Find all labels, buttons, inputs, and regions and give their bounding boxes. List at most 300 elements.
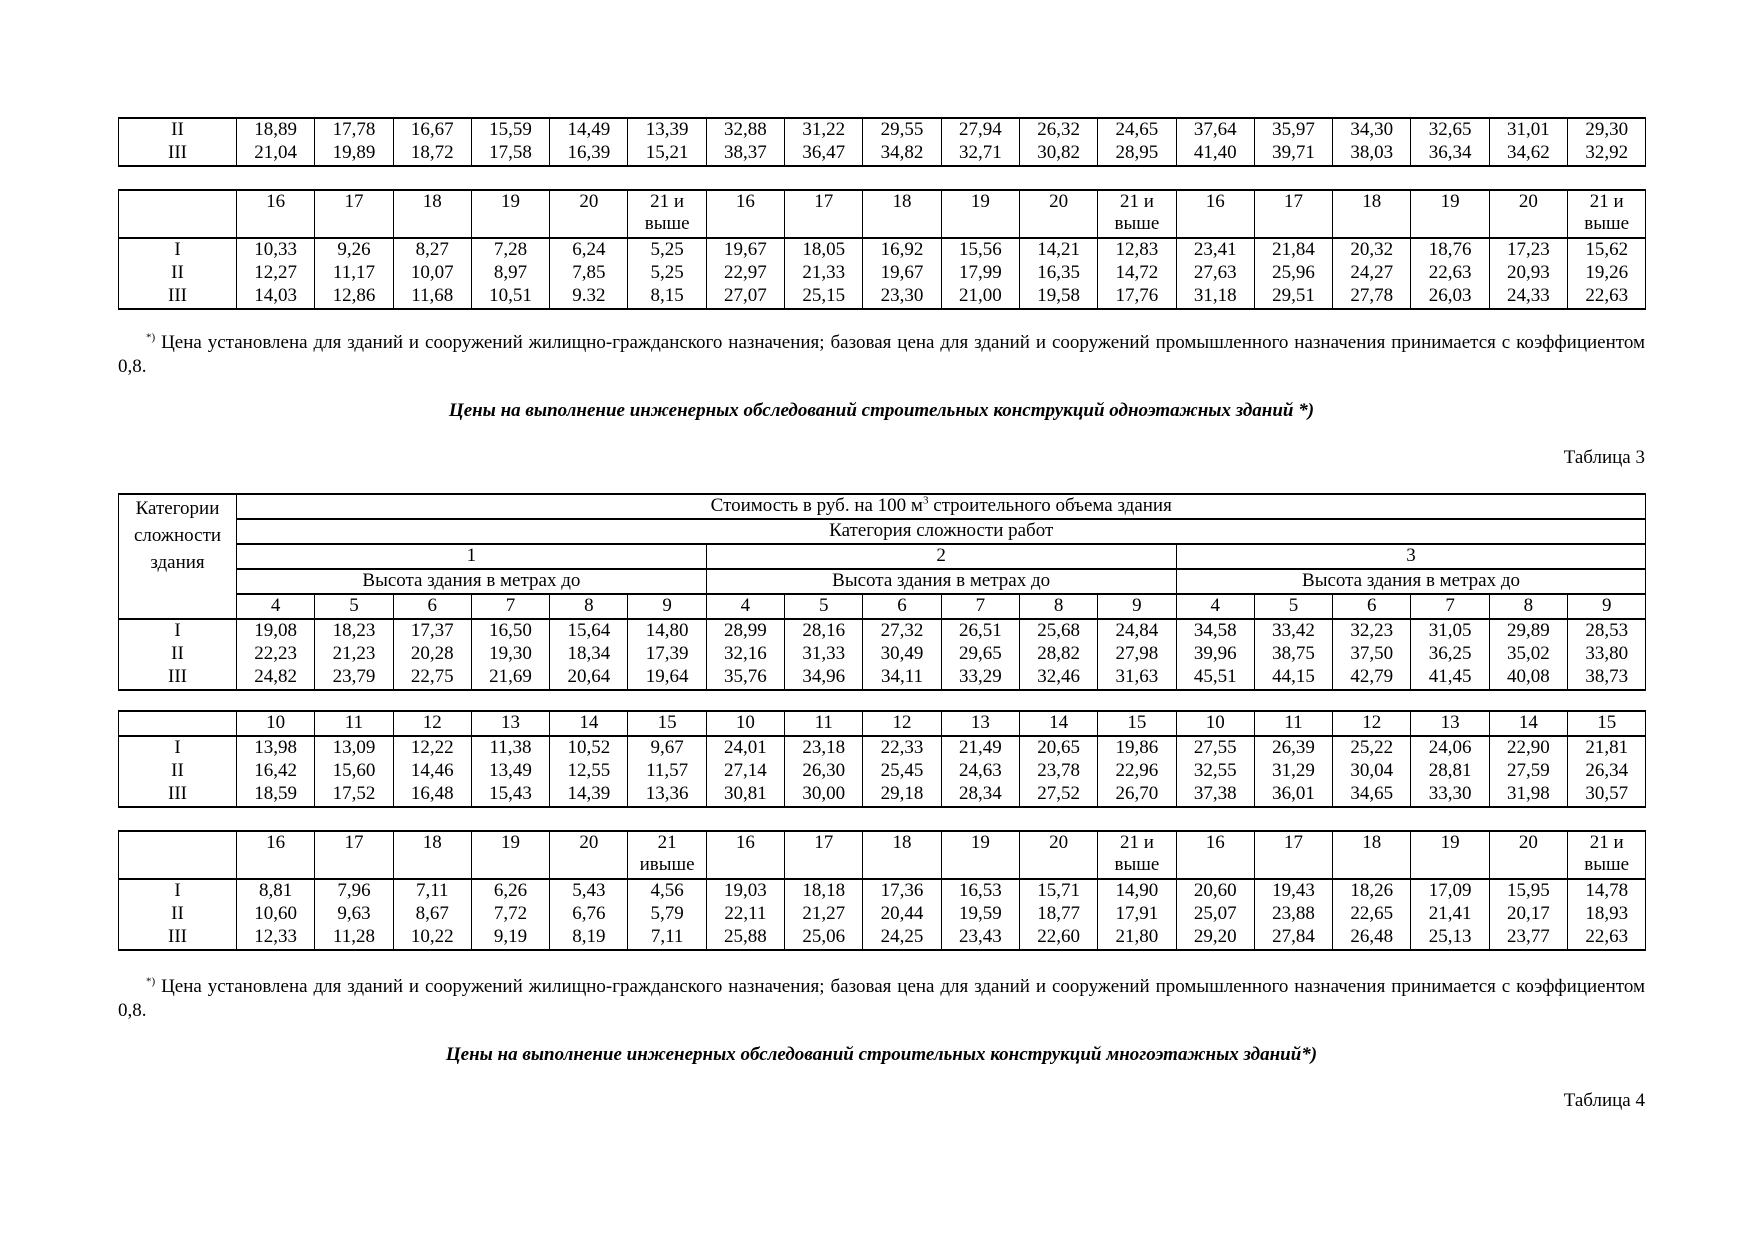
price-cell: 13,36 [628,783,706,807]
price-cell: 34,65 [1333,783,1411,807]
price-cell: 29,51 [1254,285,1332,309]
price-cell: 44,15 [1254,666,1332,690]
price-cell: 22,63 [1411,262,1489,285]
table-row [119,783,1646,807]
price-cell: 15,43 [471,783,549,807]
height-header-cell: 7 [1411,594,1489,619]
price-cell: 12,55 [550,760,628,783]
price-cell: 16,42 [237,760,315,783]
table-row [119,736,1646,760]
height-header-cell: 11 [785,711,863,736]
price-cell: 27,84 [1254,926,1332,950]
table-row [119,619,1646,643]
price-cell: 18,93 [1568,903,1646,926]
height-header-cell: 16 [1176,831,1254,879]
height-header-cell: 15 [628,711,706,736]
price-cell: 7,11 [628,926,706,950]
price-cell: 30,81 [706,783,784,807]
height-header-cell: 16 [237,831,315,879]
table-row [119,666,1646,690]
price-cell: 29,55 [863,118,941,142]
price-cell: 20,32 [1333,238,1411,262]
price-cell: 22,11 [706,903,784,926]
price-cell: 11,17 [315,262,393,285]
price-cell: 23,41 [1176,238,1254,262]
price-cell: 28,81 [1411,760,1489,783]
footnote-mark: *) [146,331,156,344]
height-header-cell: 17 [315,190,393,238]
price-cell: 18,05 [785,238,863,262]
height-header-cell: 21 и выше [628,190,706,238]
category-cell: II [119,643,237,666]
category-cell: III [119,142,237,166]
price-cell: 14,78 [1568,879,1646,903]
table-row [119,903,1646,926]
price-cell: 37,38 [1176,783,1254,807]
price-cell: 27,07 [706,285,784,309]
price-cell: 30,49 [863,643,941,666]
price-cell: 27,32 [863,619,941,643]
category-cell: III [119,926,237,950]
height-header-cell: 5 [1254,594,1332,619]
price-cell: 7,72 [471,903,549,926]
price-cell: 37,64 [1176,118,1254,142]
price-cell: 15,95 [1489,879,1567,903]
price-cell: 17,58 [471,142,549,166]
table-row [119,118,1646,142]
table-row [119,262,1646,285]
height-header-cell: 11 [315,711,393,736]
price-cell: 8,27 [393,238,471,262]
price-cell: 17,91 [1098,903,1176,926]
height-header-cell: 19 [471,831,549,879]
height-header-cell: 14 [550,711,628,736]
price-cell: 5,79 [628,903,706,926]
price-cell: 19,67 [863,262,941,285]
price-cell: 7,11 [393,879,471,903]
price-cell: 17,39 [628,643,706,666]
price-cell: 6,76 [550,903,628,926]
price-cell: 15,21 [628,142,706,166]
price-cell: 29,20 [1176,926,1254,950]
price-cell: 24,84 [1098,619,1176,643]
height-header-cell: 11 [1254,711,1332,736]
price-cell: 38,73 [1568,666,1646,690]
price-cell: 19,58 [1019,285,1097,309]
price-cell: 22,96 [1098,760,1176,783]
category-cell: I [119,879,237,903]
price-cell: 18,23 [315,619,393,643]
price-cell: 26,39 [1254,736,1332,760]
price-cell: 23,30 [863,285,941,309]
price-cell: 9,63 [315,903,393,926]
height-header-cell: 6 [393,594,471,619]
price-cell: 25,45 [863,760,941,783]
price-cell: 28,95 [1098,142,1176,166]
price-cell: 36,47 [785,142,863,166]
price-cell: 21,00 [941,285,1019,309]
price-cell: 27,63 [1176,262,1254,285]
height-header-cell: 7 [471,594,549,619]
price-cell: 21,23 [315,643,393,666]
price-cell: 10,07 [393,262,471,285]
price-cell: 25,15 [785,285,863,309]
height-header-cell: 15 [1098,711,1176,736]
price-cell: 11,38 [471,736,549,760]
height-header-cell: 21 и выше [1098,190,1176,238]
price-cell: 27,94 [941,118,1019,142]
price-cell: 25,88 [706,926,784,950]
price-cell: 9.32 [550,285,628,309]
price-cell: 20,64 [550,666,628,690]
price-cell: 34,11 [863,666,941,690]
price-cell: 18,34 [550,643,628,666]
price-cell: 5,25 [628,262,706,285]
table-row [119,879,1646,903]
price-cell: 14,03 [237,285,315,309]
price-cell: 33,30 [1411,783,1489,807]
price-cell: 21,41 [1411,903,1489,926]
price-cell: 19,89 [315,142,393,166]
price-cell: 19,03 [706,879,784,903]
height-header-cell: 19 [941,190,1019,238]
category-cell: III [119,666,237,690]
height-header-cell: 10 [237,711,315,736]
price-cell: 18,72 [393,142,471,166]
height-header-cell: 10 [706,711,784,736]
category-header-empty [119,711,237,736]
price-cell: 34,58 [1176,619,1254,643]
price-cell: 17,36 [863,879,941,903]
price-cell: 8,19 [550,926,628,950]
price-cell: 7,85 [550,262,628,285]
height-header-cell: 9 [628,594,706,619]
price-cell: 34,30 [1333,118,1411,142]
price-cell: 33,80 [1568,643,1646,666]
height-header-cell: 16 [237,190,315,238]
price-cell: 10,33 [237,238,315,262]
height-header-cell: 18 [1333,190,1411,238]
price-cell: 22,23 [237,643,315,666]
height-label-2: Высота здания в метрах до [706,569,1176,594]
price-cell: 16,67 [393,118,471,142]
price-cell: 21,27 [785,903,863,926]
height-header-cell: 18 [393,190,471,238]
price-cell: 16,35 [1019,262,1097,285]
height-header-cell: 5 [785,594,863,619]
price-cell: 38,37 [706,142,784,166]
price-cell: 35,97 [1254,118,1332,142]
price-cell: 39,96 [1176,643,1254,666]
price-cell: 8,15 [628,285,706,309]
height-header-cell: 4 [1176,594,1254,619]
height-header-cell: 20 [1019,831,1097,879]
category-cell: I [119,736,237,760]
price-cell: 18,26 [1333,879,1411,903]
price-cell: 17,78 [315,118,393,142]
price-cell: 16,39 [550,142,628,166]
price-cell: 18,89 [237,118,315,142]
height-header-cell: 9 [1098,594,1176,619]
price-cell: 31,98 [1489,783,1567,807]
price-cell: 20,93 [1489,262,1567,285]
price-cell: 32,65 [1411,118,1489,142]
price-cell: 25,96 [1254,262,1332,285]
price-cell: 28,82 [1019,643,1097,666]
price-cell: 22,90 [1489,736,1567,760]
price-cell: 6,24 [550,238,628,262]
price-cell: 10,51 [471,285,549,309]
height-header-cell: 6 [863,594,941,619]
price-cell: 14,72 [1098,262,1176,285]
work-group-1: 1 [237,544,707,569]
price-cell: 10,52 [550,736,628,760]
table2-continuation [118,117,1646,167]
height-header-cell: 20 [1489,831,1567,879]
price-cell: 27,59 [1489,760,1567,783]
price-cell: 19,08 [237,619,315,643]
price-cell: 39,71 [1254,142,1332,166]
price-cell: 20,17 [1489,903,1567,926]
category-cell: II [119,760,237,783]
price-cell: 38,75 [1254,643,1332,666]
price-cell: 30,04 [1333,760,1411,783]
price-cell: 29,30 [1568,118,1646,142]
height-header-cell: 8 [1489,594,1567,619]
height-header-cell: 20 [1019,190,1097,238]
table3-block-heights-10-15 [118,710,1646,808]
price-cell: 21,33 [785,262,863,285]
category-header-empty [119,831,237,879]
price-cell: 12,86 [315,285,393,309]
price-cell: 22,33 [863,736,941,760]
price-cell: 32,88 [706,118,784,142]
table-row [119,760,1646,783]
price-cell: 20,60 [1176,879,1254,903]
price-cell: 32,71 [941,142,1019,166]
price-cell: 24,01 [706,736,784,760]
price-cell: 9,19 [471,926,549,950]
height-header-cell: 5 [315,594,393,619]
price-cell: 15,62 [1568,238,1646,262]
price-cell: 24,82 [237,666,315,690]
price-cell: 14,90 [1098,879,1176,903]
price-cell: 35,02 [1489,643,1567,666]
work-category-header: Категория сложности работ [237,519,1646,544]
price-cell: 27,55 [1176,736,1254,760]
price-cell: 25,13 [1411,926,1489,950]
price-cell: 41,40 [1176,142,1254,166]
category-header: Категории сложности здания [119,494,237,619]
height-header-cell: 21 и выше [1568,190,1646,238]
price-cell: 12,33 [237,926,315,950]
height-header-cell: 12 [863,711,941,736]
price-cell: 26,30 [785,760,863,783]
price-cell: 19,67 [706,238,784,262]
price-cell: 21,80 [1098,926,1176,950]
height-header-cell: 17 [785,190,863,238]
table4-label: Таблица 4 [1563,1090,1645,1111]
price-cell: 33,29 [941,666,1019,690]
price-cell: 24,25 [863,926,941,950]
price-cell: 22,97 [706,262,784,285]
price-cell: 45,51 [1176,666,1254,690]
footnote-text: Цена установлена для зданий и сооружений жилищно-гражданского назначения; базовая цена для зданий и сооружений промышленного назначения принимается с коэффициентом 0,8. [118,976,1645,1021]
height-header-cell: 14 [1489,711,1567,736]
table3-block-heights-4-9 [118,493,1646,691]
price-cell: 36,34 [1411,142,1489,166]
height-header-cell: 4 [237,594,315,619]
price-cell: 23,88 [1254,903,1332,926]
price-cell: 15,56 [941,238,1019,262]
price-cell: 13,98 [237,736,315,760]
price-cell: 31,22 [785,118,863,142]
price-cell: 18,18 [785,879,863,903]
price-cell: 31,63 [1098,666,1176,690]
price-cell: 24,27 [1333,262,1411,285]
price-cell: 25,22 [1333,736,1411,760]
price-cell: 17,23 [1489,238,1567,262]
price-cell: 29,18 [863,783,941,807]
price-cell: 17,09 [1411,879,1489,903]
price-cell: 29,89 [1489,619,1567,643]
height-header-cell: 6 [1333,594,1411,619]
price-cell: 25,06 [785,926,863,950]
price-cell: 42,79 [1333,666,1411,690]
height-header-cell: 18 [863,831,941,879]
price-cell: 15,64 [550,619,628,643]
price-cell: 24,65 [1098,118,1176,142]
footnote-text: Цена установлена для зданий и сооружений жилищно-гражданского назначения; базовая цена для зданий и сооружений промышленного назначения принимается с коэффициентом 0,8. [118,332,1645,377]
price-cell: 19,86 [1098,736,1176,760]
price-cell: 11,68 [393,285,471,309]
price-cell: 22,63 [1568,926,1646,950]
price-cell: 26,70 [1098,783,1176,807]
price-cell: 28,34 [941,783,1019,807]
price-cell: 32,23 [1333,619,1411,643]
height-header-cell: 21 и выше [1568,831,1646,879]
height-header-cell: 17 [1254,190,1332,238]
price-cell: 9,67 [628,736,706,760]
price-cell: 23,77 [1489,926,1567,950]
price-cell: 19,30 [471,643,549,666]
height-header-cell: 21 ивыше [628,831,706,879]
price-cell: 10,60 [237,903,315,926]
price-cell: 24,06 [1411,736,1489,760]
price-cell: 15,60 [315,760,393,783]
price-cell: 26,32 [1019,118,1097,142]
price-cell: 17,99 [941,262,1019,285]
table4-title: Цены на выполнение инженерных обследований строительных конструкций многоэтажных зданий*) [445,1044,1318,1065]
price-cell: 21,69 [471,666,549,690]
price-cell: 6,26 [471,879,549,903]
price-cell: 27,14 [706,760,784,783]
price-cell: 33,42 [1254,619,1332,643]
height-header-cell: 17 [785,831,863,879]
price-cell: 36,25 [1411,643,1489,666]
price-cell: 4,56 [628,879,706,903]
price-cell: 14,46 [393,760,471,783]
price-cell: 16,53 [941,879,1019,903]
price-cell: 32,16 [706,643,784,666]
price-cell: 34,96 [785,666,863,690]
price-cell: 28,99 [706,619,784,643]
height-header-cell: 8 [1019,594,1097,619]
price-cell: 17,37 [393,619,471,643]
category-cell: II [119,262,237,285]
height-header-cell: 4 [706,594,784,619]
price-cell: 12,83 [1098,238,1176,262]
price-cell: 31,01 [1489,118,1567,142]
price-cell: 23,78 [1019,760,1097,783]
height-header-cell: 17 [1254,831,1332,879]
category-cell: III [119,783,237,807]
price-cell: 31,29 [1254,760,1332,783]
price-cell: 31,33 [785,643,863,666]
height-header-cell: 16 [706,190,784,238]
price-cell: 28,53 [1568,619,1646,643]
price-cell: 30,00 [785,783,863,807]
price-cell: 20,28 [393,643,471,666]
cost-header: Стоимость в руб. на 100 $м^3$ строительного объема здания [237,494,1646,519]
price-cell: 16,50 [471,619,549,643]
price-cell: 40,08 [1489,666,1567,690]
category-cell: I [119,238,237,262]
height-header-cell: 13 [471,711,549,736]
height-header-cell: 15 [1568,711,1646,736]
price-cell: 13,39 [628,118,706,142]
price-cell: 32,92 [1568,142,1646,166]
height-header-cell: 17 [315,831,393,879]
price-cell: 31,18 [1176,285,1254,309]
work-group-3: 3 [1176,544,1646,569]
price-cell: 16,48 [393,783,471,807]
price-cell: 26,51 [941,619,1019,643]
price-cell: 17,52 [315,783,393,807]
price-cell: 13,49 [471,760,549,783]
price-cell: 26,48 [1333,926,1411,950]
height-header-cell: 16 [706,831,784,879]
height-header-cell: 20 [1489,190,1567,238]
price-cell: 14,80 [628,619,706,643]
table-row [119,926,1646,950]
price-cell: 24,33 [1489,285,1567,309]
table3-block-heights-16-21 [118,830,1646,951]
height-header-cell: 21 и выше [1098,831,1176,879]
table-row [119,142,1646,166]
height-header-cell: 20 [550,831,628,879]
height-label-3: Высота здания в метрах до [1176,569,1646,594]
price-cell: 37,50 [1333,643,1411,666]
table2-block-heights-16-21 [118,189,1646,310]
price-cell: 27,78 [1333,285,1411,309]
price-cell: 19,26 [1568,262,1646,285]
price-cell: 5,25 [628,238,706,262]
price-cell: 30,57 [1568,783,1646,807]
price-cell: 14,49 [550,118,628,142]
price-cell: 19,64 [628,666,706,690]
price-cell: 12,22 [393,736,471,760]
price-cell: 21,49 [941,736,1019,760]
price-cell: 18,77 [1019,903,1097,926]
table2-footnote [118,331,1645,379]
price-cell: 22,60 [1019,926,1097,950]
price-cell: 27,98 [1098,643,1176,666]
height-header-cell: 14 [1019,711,1097,736]
price-cell: 16,92 [863,238,941,262]
price-cell: 22,75 [393,666,471,690]
price-cell: 18,59 [237,783,315,807]
